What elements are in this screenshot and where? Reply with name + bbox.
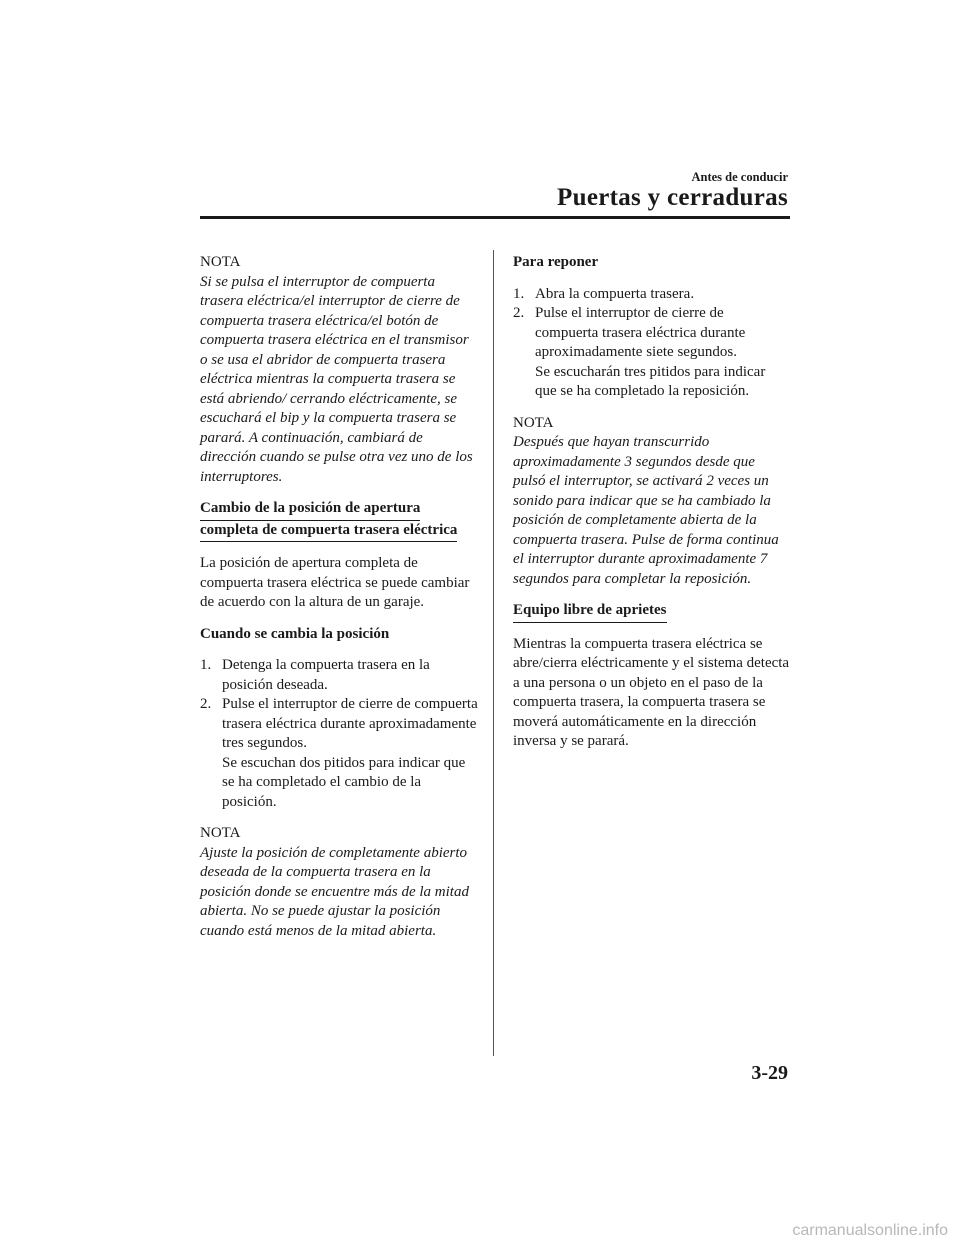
step-text: Pulse el interruptor de cierre de compuerta trasera eléctrica durante aproximadamente tres segundos. xyxy=(222,696,478,751)
subheading: Cuando se cambia la posición xyxy=(200,625,390,642)
step-number: 2. xyxy=(200,696,212,712)
step-item xyxy=(200,695,478,812)
intro-paragraph: La posición de apertura completa de compuerta trasera eléctrica se puede cambiar de acuerdo con la altura de un garaje. xyxy=(200,555,470,610)
step-item xyxy=(513,304,790,402)
step-number: 1. xyxy=(200,657,212,673)
step-item xyxy=(513,285,790,305)
right-column xyxy=(513,253,790,752)
section-heading-line2: completa de compuerta trasera eléctrica xyxy=(200,521,457,543)
step-number: 2. xyxy=(513,305,525,321)
note-label: NOTA xyxy=(200,825,241,841)
left-column xyxy=(200,253,478,941)
steps-list xyxy=(513,285,790,402)
note-label: NOTA xyxy=(513,414,554,431)
section-heading-line1: Cambio de la posición de apertura xyxy=(200,499,420,521)
step-text: Pulse el interruptor de cierre de compuerta trasera eléctrica durante aproximadamente siete segundos. xyxy=(535,305,746,360)
step-text: Detenga la compuerta trasera en la posición deseada. xyxy=(222,657,430,693)
body-paragraph: Mientras la compuerta trasera eléctrica se abre/cierra eléctricamente y el sistema detecta a una persona o un objeto en el paso de la compuerta trasera, la compuerta trasera se moverá automáticamente en la dirección inversa y se parará. xyxy=(513,635,790,749)
step-continuation: Se escucharán tres pitidos para indicar que se ha completado la reposición. xyxy=(535,363,766,399)
section-heading-block xyxy=(513,601,790,623)
note-label: NOTA xyxy=(200,254,241,270)
watermark: carmanualsonline.info xyxy=(792,1222,948,1239)
header-rule xyxy=(200,216,790,219)
column-divider xyxy=(493,250,494,1056)
step-continuation: Se escuchan dos pitidos para indicar que se ha completado el cambio de la posición. xyxy=(222,754,466,810)
note-text: Ajuste la posición de completamente abierto deseada de la compuerta trasera en la posición donde se encuentre más de la mitad abierta. No se puede ajustar la posición cuando está menos de la mitad abierta. xyxy=(200,844,469,939)
section-title: Puertas y cerraduras xyxy=(557,184,788,211)
chapter-label: Antes de conducir xyxy=(691,170,788,184)
step-number: 1. xyxy=(513,285,525,302)
page-number: 3-29 xyxy=(751,1062,788,1084)
steps-list xyxy=(200,656,478,812)
step-text: Abra la compuerta trasera. xyxy=(535,285,695,302)
subheading: Para reponer xyxy=(513,254,599,270)
note-text: Después que hayan transcurrido aproximadamente 3 segundos desde que pulsó el interruptor, se activará 2 veces un sonido para indicar que se ha cambiado la posición de completamente abierta de la compuerta trasera. Pulse de forma continua el interruptor durante aproximadamente 7 segundos para completar la reposición. xyxy=(513,434,779,587)
note-text: Si se pulsa el interruptor de compuerta trasera eléctrica/el interruptor de cierre de compuerta trasera eléctrica/el botón de compuerta trasera eléctrica en el transmisor o se usa el abridor de compuerta trasera eléctrica mientras la compuerta trasera se está abriendo/ cerrando eléctricamente, se escuchará el bip y la compuerta trasera se parará. A continuación, cambiará de dirección cuando se pulse otra vez uno de los interruptores. xyxy=(200,273,473,485)
section-heading: Equipo libre de aprietes xyxy=(513,601,667,623)
step-item xyxy=(200,656,478,695)
section-heading-block xyxy=(200,499,478,542)
